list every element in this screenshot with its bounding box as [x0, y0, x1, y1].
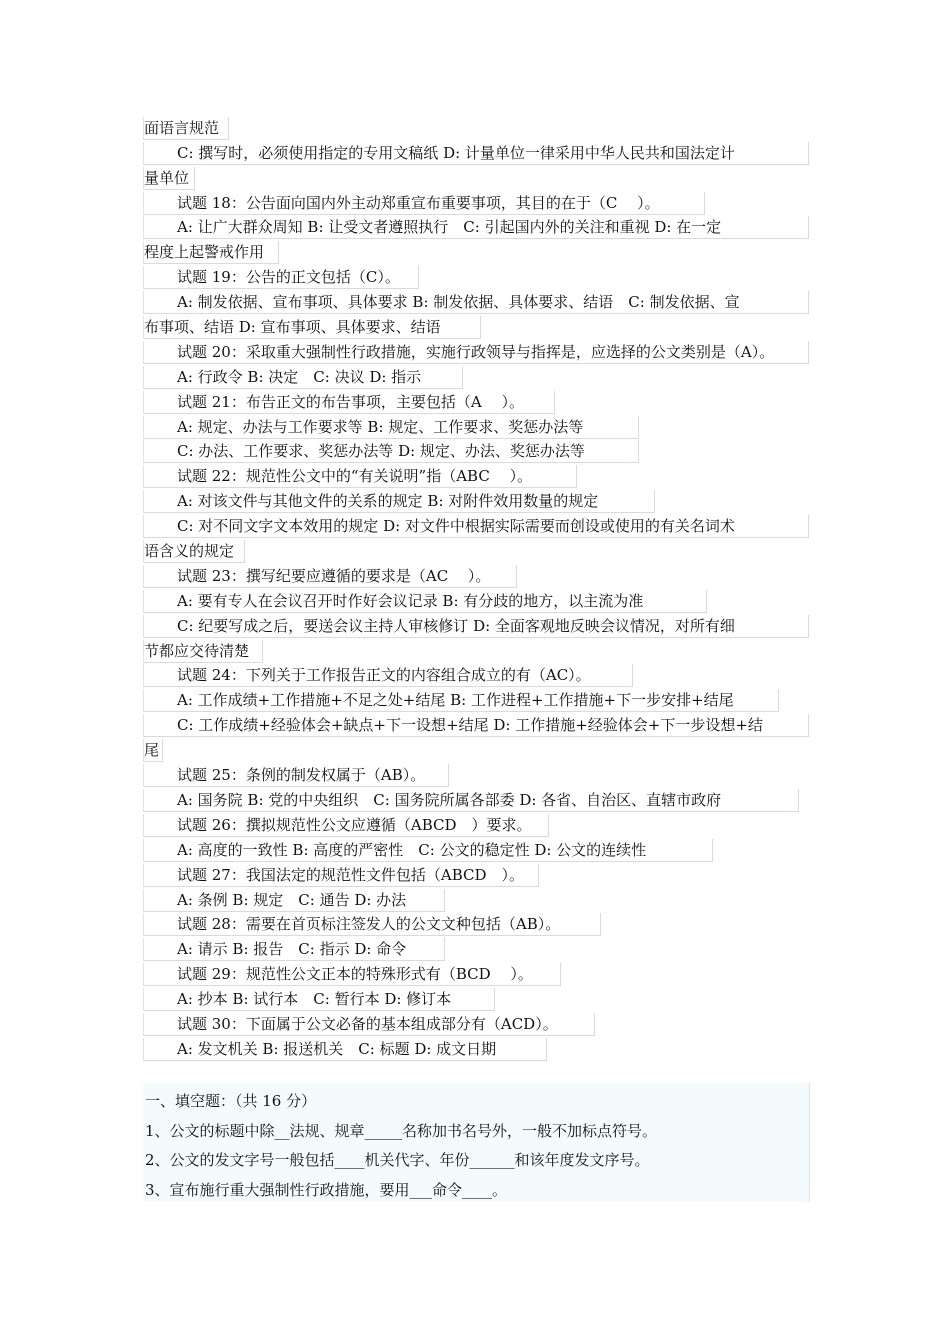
- text-line-content: 试题 26：撰拟规范性公文应遵循（ABCD ）要求。: [143, 814, 549, 837]
- text-line-content: 试题 27：我国法定的规范性文件包括（ABCD ）。: [143, 864, 539, 887]
- text-line-content: A: 行政令 B: 决定 C: 决议 D: 指示: [143, 366, 463, 389]
- text-line: [143, 513, 809, 538]
- text-line-content: 程度上起警戒作用: [143, 241, 279, 264]
- text-line-content: A: 国务院 B: 党的中央组织 C: 国务院所属各部委 D: 各省、自治区、直辖市政府: [143, 789, 799, 812]
- text-line-content: 试题 19：公告的正文包括（C）。: [143, 266, 419, 289]
- text-line: [143, 389, 809, 414]
- fill-question: 3、宣布施行重大强制性行政措施，要用___命令____。: [145, 1180, 508, 1199]
- text-line: [143, 787, 809, 812]
- text-line-content: 试题 22：规范性公文中的“有关说明”指（ABC ）。: [143, 465, 577, 488]
- fill-question: 2、公文的发文字号一般包括____机关代字、年份______和该年度发文序号。: [145, 1151, 650, 1169]
- text-line: [143, 215, 809, 240]
- text-line: [143, 239, 809, 264]
- text-line-content: 量单位: [143, 167, 195, 190]
- text-line-content: 节都应交待清楚: [143, 640, 263, 663]
- text-line: [143, 712, 809, 737]
- text-line: [143, 439, 809, 464]
- text-line-content: 试题 29：规范性公文正本的特殊形式有（BCD ）。: [143, 963, 561, 986]
- text-line: [143, 837, 809, 862]
- text-line: [143, 912, 809, 937]
- text-line: [143, 986, 809, 1011]
- text-line: [143, 961, 809, 986]
- text-line-content: A: 高度的一致性 B: 高度的严密性 C: 公文的稳定性 D: 公文的连续性: [143, 839, 713, 862]
- text-line-content: A: 工作成绩+工作措施+不足之处+结尾 B: 工作进程+工作措施+下一步安排+结尾: [143, 689, 779, 712]
- text-line-content: A: 抄本 B: 试行本 C: 暂行本 D: 修订本: [143, 988, 495, 1011]
- text-line: [143, 488, 809, 513]
- text-line-content: 试题 24：下列关于工作报告正文的内容组合成立的有（AC）。: [143, 664, 633, 687]
- text-line-content: A: 发文机关 B: 报送机关 C: 标题 D: 成文日期: [143, 1038, 547, 1061]
- text-line-content: A: 条例 B: 规定 C: 通告 D: 办法: [143, 889, 445, 912]
- text-line-content: 试题 18：公告面向国内外主动郑重宣布重要事项，其目的在于（C ）。: [143, 192, 705, 215]
- text-line: [143, 1011, 809, 1036]
- text-line-content: 尾: [143, 739, 163, 762]
- text-line-content: 语含义的规定: [143, 540, 245, 563]
- text-line-content: 试题 21：布告正文的布告事项，主要包括（A ）。: [143, 391, 555, 414]
- text-line-content: 布事项、结语 D: 宣布事项、具体要求、结语: [143, 316, 481, 339]
- text-line-content: C: 撰写时，必须使用指定的专用文稿纸 D: 计量单位一律采用中华人民共和国法定计: [143, 142, 809, 165]
- text-line-content: A: 制发依据、宣布事项、具体要求 B: 制发依据、具体要求、结语 C: 制发依据、宣: [143, 291, 809, 314]
- text-line-content: C: 对不同文字文本效用的规定 D: 对文件中根据实际需要而创设或使用的有关名词术: [143, 515, 809, 538]
- text-line-content: 试题 30：下面属于公文必备的基本组成部分有（ACD）。: [143, 1013, 595, 1036]
- text-line-content: 试题 28：需要在首页标注签发人的公文文种包括（AB）。: [143, 913, 601, 936]
- text-line: [143, 588, 809, 613]
- fill-section-heading: 一、填空题：（共 16 分）: [145, 1092, 317, 1110]
- text-line: [143, 364, 809, 389]
- text-line: [143, 613, 809, 638]
- text-line: [143, 936, 809, 961]
- text-line: [143, 190, 809, 215]
- text-line: [143, 663, 809, 688]
- text-line: [143, 862, 809, 887]
- text-line: [143, 737, 809, 762]
- text-line-content: C: 办法、工作要求、奖惩办法等 D: 规定、办法、奖惩办法等: [143, 440, 639, 463]
- question-lines: [143, 115, 809, 1061]
- text-line: [143, 339, 809, 364]
- text-line: [143, 314, 809, 339]
- text-line-content: A: 让广大群众周知 B: 让受文者遵照执行 C: 引起国内外的关注和重视 D: 在一定: [143, 216, 809, 239]
- text-line: [143, 687, 809, 712]
- fill-in-section: [143, 1083, 810, 1202]
- text-line: [143, 289, 809, 314]
- text-line-content: 面语言规范: [143, 117, 229, 140]
- text-line-content: A: 请示 B: 报告 C: 指示 D: 命令: [143, 938, 445, 961]
- text-line: [143, 140, 809, 165]
- text-line-content: 试题 23：撰写纪要应遵循的要求是（AC ）。: [143, 565, 517, 588]
- text-line-content: C: 工作成绩+经验体会+缺点+下一设想+结尾 D: 工作措施+经验体会+下一步设想+结: [143, 714, 809, 737]
- text-line: [143, 414, 809, 439]
- text-line: [143, 264, 809, 289]
- text-line: [143, 165, 809, 190]
- text-line: [143, 563, 809, 588]
- text-line-content: C: 纪要写成之后，要送会议主持人审核修订 D: 全面客观地反映会议情况，对所有细: [143, 615, 809, 638]
- text-line-content: A: 规定、办法与工作要求等 B: 规定、工作要求、奖惩办法等: [143, 416, 639, 439]
- text-line: [143, 1036, 809, 1061]
- text-line-content: A: 对该文件与其他文件的关系的规定 B: 对附件效用数量的规定: [143, 490, 655, 513]
- text-line: [143, 638, 809, 663]
- text-line: [143, 887, 809, 912]
- text-line-content: 试题 25：条例的制发权属于（AB）。: [143, 764, 449, 787]
- text-line-content: A: 要有专人在会议召开时作好会议记录 B: 有分歧的地方，以主流为准: [143, 590, 707, 613]
- text-line: [143, 812, 809, 837]
- text-line: [143, 762, 809, 787]
- text-line-content: 试题 20：采取重大强制性行政措施，实施行政领导与指挥是，应选择的公文类别是（A）。: [143, 341, 809, 364]
- text-line: [143, 463, 809, 488]
- text-line: [143, 538, 809, 563]
- fill-question: 1、公文的标题中除__法规、规章_____名称加书名号外，一般不加标点符号。: [145, 1121, 658, 1140]
- text-line: [143, 115, 809, 140]
